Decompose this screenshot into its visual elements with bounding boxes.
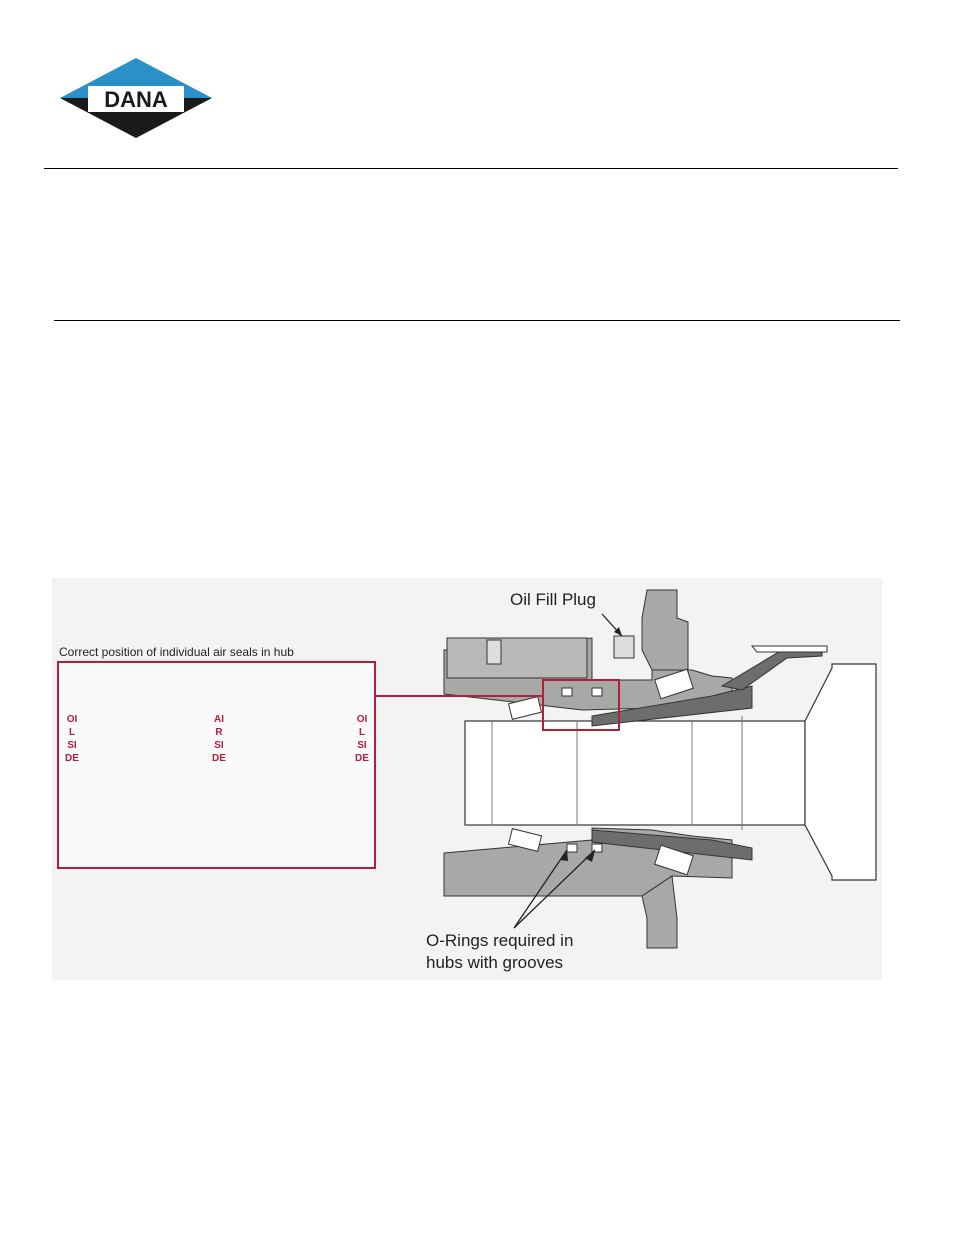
- header-rule: [44, 168, 898, 169]
- seal-inset-box: [57, 661, 376, 869]
- inset-label-air-side: AIR SIDE: [212, 714, 226, 764]
- o-rings-callout: [426, 930, 626, 974]
- hub-seal-figure: [52, 578, 882, 980]
- dana-logo: [58, 56, 214, 140]
- logo-text: DANA: [104, 87, 168, 112]
- inset-label-oil-side-right: OIL SIDE: [355, 714, 369, 764]
- oil-fill-plug-callout: Oil Fill Plug: [510, 590, 596, 609]
- inset-label-oil-side-left: OIL SIDE: [65, 714, 79, 764]
- o-rings-callout-line1: O-Rings required in: [426, 931, 574, 950]
- section-rule: [54, 320, 900, 321]
- inset-caption: Correct position of individual air seals in hub: [59, 645, 294, 659]
- o-rings-callout-line2: hubs with grooves: [426, 953, 564, 972]
